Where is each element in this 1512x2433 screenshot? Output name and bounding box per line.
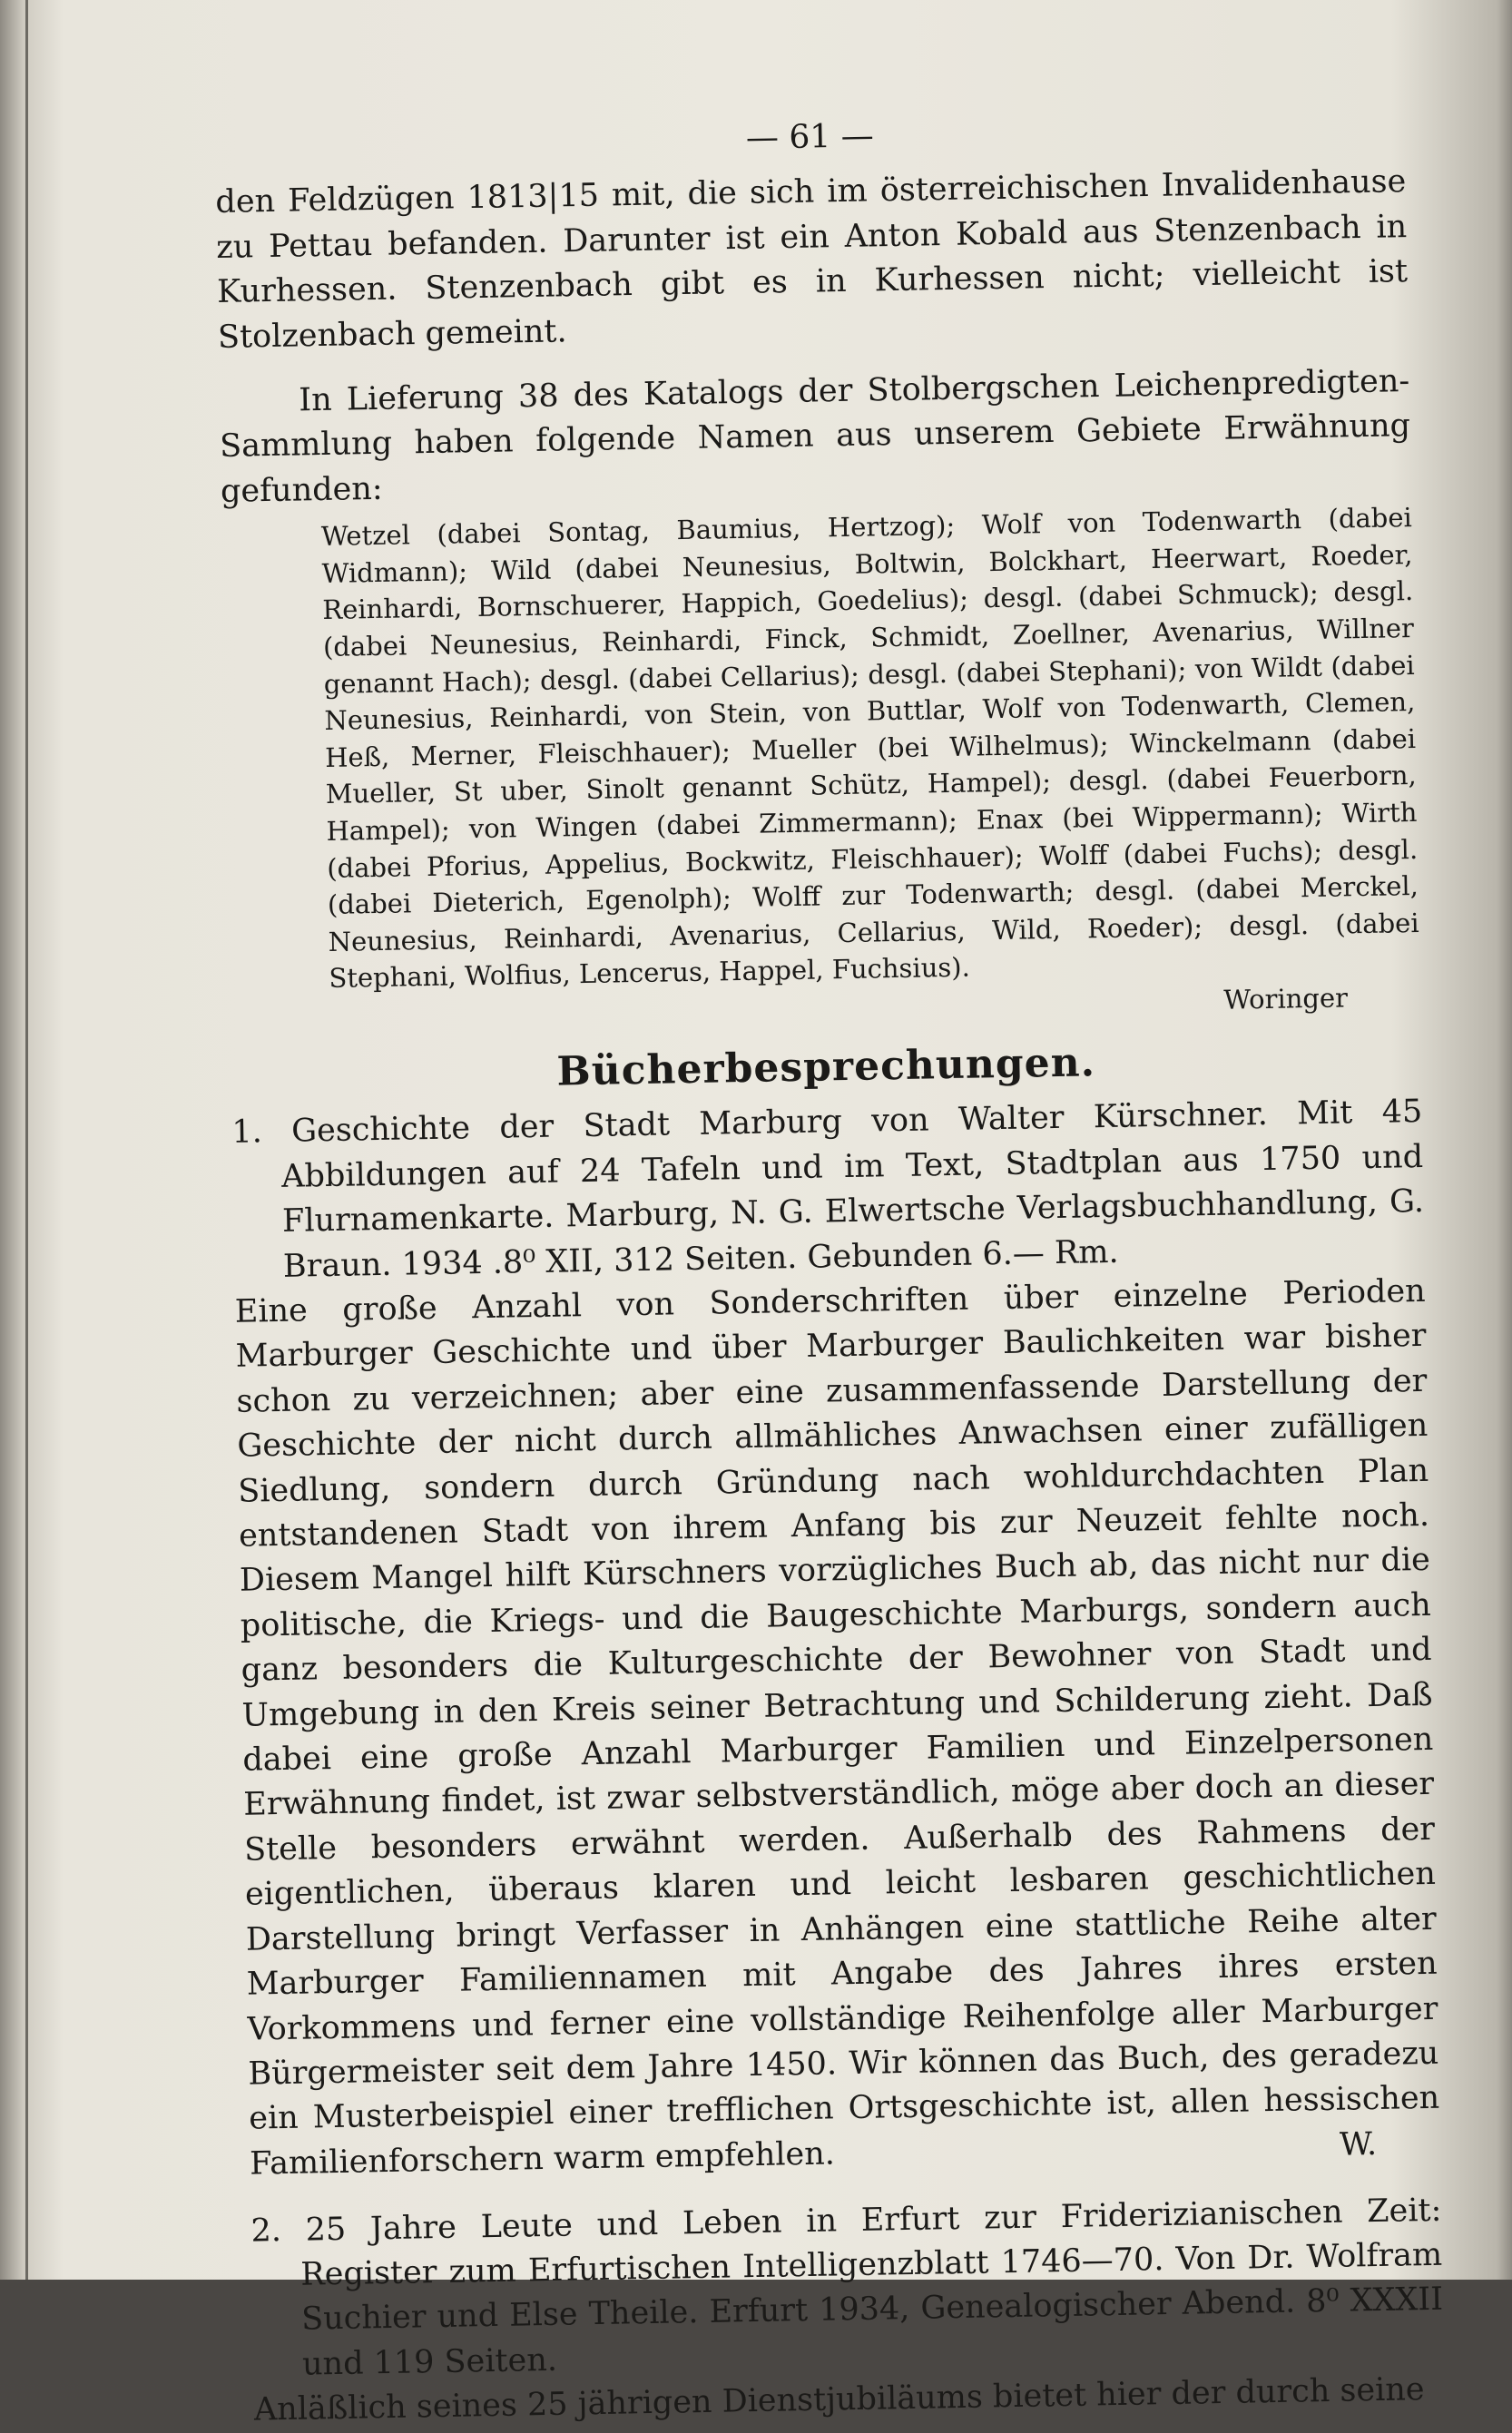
paragraph-intro: den Feldzügen 1813|15 mit, die sich im österreichischen Invalidenhause zu Pettau befanden. Darunter ist ein Anton Kobald aus Stenzenbach in Kurhessen. Stenzenbach gibt es in Kurhessen nicht; vielleicht ist Stolzenbach gemeint. bbox=[215, 163, 1409, 356]
name-list: Wetzel (dabei Sontag, Baumius, Hertzog); Wolf von Todenwarth (dabei Widmann); Wild (dabei Neunesius, Boltwin, Bolckhart, Heerwart, Roeder, Reinhardi, Bornschuerer, Happich, Goedelius); desgl. (dabei Schmuck); desgl. (dabei Neunesius, Reinhardi, Finck, Schmidt, Zoellner, Avenarius, Willner genannt Hach); desgl. (dabei Cellarius); desgl. (dabei Stephani); von Wildt (dabei Neunesius, Reinhardi, von Stein, von Buttlar, Wolf von Todenwarth, Clemen, Heß, Merner, Fleischhauer); Mueller (bei Wilhelmus); Winckelmann (dabei Mueller, St uber, Sinolt genannt Schütz, Hampel); desgl. (dabei Feuerborn, Hampel); von Wingen (dabei Zimmermann); Enax (bei Wippermann); Wirth (dabei Pforius, Appelius, Bockwitz, Fleischhauer); Wolff (dabei Fuchs); desgl. (dabei Dieterich, Egenolph); Wolff zur Todenwarth; desgl. (dabei Merckel, Neunesius, Reinhardi, Avenarius, Cellarius, Wild, Roeder); desgl. (dabei Stephani, Wolfius, Lencerus, Happel, Fuchsius). bbox=[320, 502, 1419, 995]
review-1-body: Eine große Anzahl von Sonderschriften über einzelne Perioden Marburger Geschichte und über Marburger Baulichkeiten war bisher schon zu verzeichnen; aber eine zusammenfassende Darstellung der Geschichte der nicht durch allmähliches Anwachsen einer zufälligen Siedlung, sondern durch Gründung nach wohldurchdachten Plan entstandenen Stadt von ihrem Anfang bis zur Neuzeit fehlte noch. Diesem Mangel hilft Kürschners vorzügliches Buch ab, das nicht nur die politische, die Kriegs- und die Baugeschichte Marburgs, sondern auch ganz besonders die Kulturgeschichte der Bewohner von Stadt und Umgebung in den Kreis seiner Betrachtung und Schilderung zieht. Daß dabei eine große Anzahl Marburger Familien und Einzelpersonen Erwähnung findet, ist zwar selbstverständlich, möge aber doch an dieser Stelle besonders erwähnt werden. Außerhalb des Rahmens der eigentlichen, überaus klaren und leicht lesbaren geschichtlichen Darstellung bringt Verfasser in Anhängen eine stattliche Reihe alter Marburger Familiennamen mit Angabe des Jahres ihres ersten Vorkommens und ferner eine vollständige Reihenfolge aller Marburger Bürgermeister seit dem Jahre 1450. Wir können das Buch, des geradezu ein Musterbeispiel einer trefflichen Ortsgeschichte ist, allen hessischen Familienforschern warm empfehlen. bbox=[234, 1272, 1440, 2183]
page-content bbox=[214, 104, 1445, 2433]
list-signature: Woringer bbox=[1222, 982, 1349, 1015]
review-2 bbox=[250, 2188, 1445, 2433]
page-number: — 61 — bbox=[745, 117, 875, 157]
review-1 bbox=[231, 1090, 1441, 2187]
review-1-signature: W. bbox=[1339, 2126, 1378, 2163]
review-2-title: 2. 25 Jahre Leute und Leben in Erfurt zur Friderizianischen Zeit: Register zum Erfurtischen Intelligenzblatt 1746—70. Von Dr. Wolfram Suchier und Else Theile. Erfurt 1934, Genealogischer Abend. 8⁰ XXXII und 119 Seiten. bbox=[250, 2192, 1444, 2383]
paragraph-catalog: In Lieferung 38 des Katalogs der Stolbergschen Leichenpredigten-Sammlung haben folgende Namen aus unserem Gebiete Erwähnung gefunden: bbox=[219, 363, 1411, 510]
review-1-title: 1. Geschichte der Stadt Marburg von Walter Kürschner. Mit 45 Abbildungen auf 24 Tafeln und im Text, Stadtplan aus 1750 und Flurnamenkarte. Marburg, N. G. Elwertsche Verlagsbuchhandlung, G. Braun. 1934 .8⁰ XII, 312 Seiten. Gebunden 6.— Rm. bbox=[231, 1094, 1425, 1285]
review-2-body: Anläßlich seines 25 jährigen Dienstjubiläums bietet hier der durch seine bbox=[253, 2371, 1425, 2428]
book-spine-shadow bbox=[25, 0, 28, 2280]
section-heading: Bücherbesprechungen. bbox=[556, 1039, 1096, 1095]
